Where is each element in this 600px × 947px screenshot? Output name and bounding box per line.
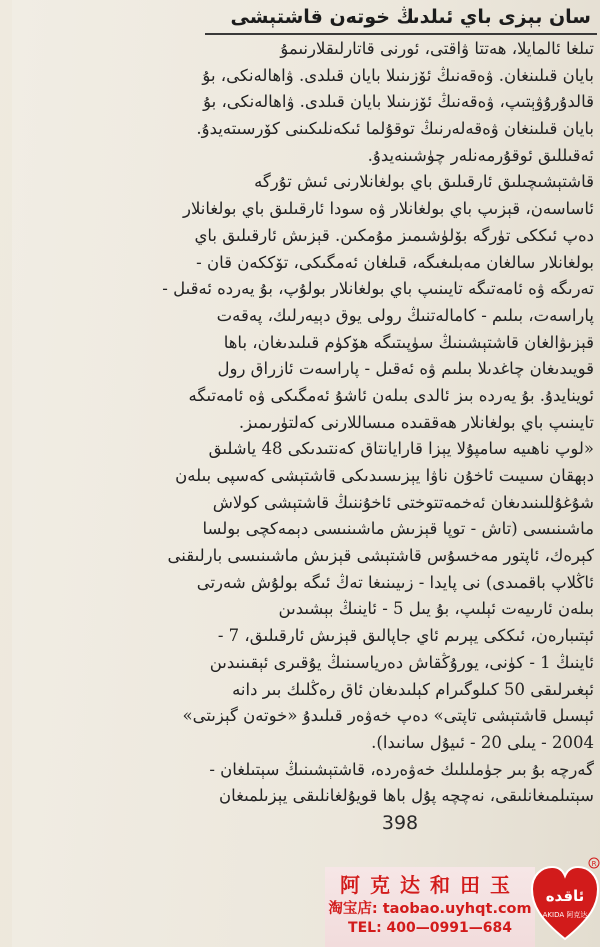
watermark-shop-url: 淘宝店: taobao.uyhqt.com (328, 901, 532, 917)
text-line: ئاساسەن، قېزىپ باي بولغانلار ۋە سودا ئارقىلىق باي بولغانلار (182, 199, 594, 219)
text-line: قويىدىغان چاغدىلا بىلىم ۋە ئەقىل - پاراسەت ئازراق رول (217, 359, 594, 379)
text-line: ماشىنىسى (تاش - توپا قېزىش ماشىنىسى دېمەكچى بولسا (202, 519, 594, 539)
page-number: 398 (381, 812, 419, 834)
text-line: قېزىۋالغان قاشتېشىنىڭ سۈپىتىگە ھۆكۈم قىلىدىغان، باھا (223, 332, 594, 352)
text-line: بايان قىلىنغان. ۋەقەنىڭ ئۆزىنىلا بايان قىلدى. ۋاھالەنكى، بۇ (202, 65, 594, 85)
text-line: تەرىگە ۋە ئامەتىگە تايىنىپ باي بولغانلار بولۇپ، بۇ يەردە ئەقىل - (162, 279, 594, 299)
watermark-phone: TEL: 400—0991—684 (348, 920, 512, 936)
text-line: ئوينايدۇ. بۇ يەردە بىز ئالدى بىلەن ئاشۇ ئەمگىكى ۋە ئامەتىگە (188, 385, 594, 405)
text-line: كېرەك، ئاپتور مەخسۇس قاشتېشى قېزىش ماشىنىسى بارلىقنى (167, 546, 594, 566)
text-line: ئېغىرلىقى 50 كىلوگىرام كېلىدىغان ئاق رەڭلىك بىر دانە (232, 679, 594, 699)
body-text (38, 36, 594, 810)
text-line: دېھقان سىيىت ئاخۇن ناۋا يېزىسىدىكى قاشتېشى كەسپى بىلەن (175, 466, 594, 485)
text-line: بىلەن ئارىيەت ئېلىپ، بۇ يىل 5 - ئاينىڭ بېشىدىن (278, 599, 594, 619)
text-line: قالدۇرۇۋېتىپ، ۋەقەنىڭ ئۆزىنىلا بايان قىلدى. ۋاھالەنكى، بۇ (203, 92, 594, 112)
text-line: بولغانلار سالغان مەبلىغىگە، قىلغان ئەمگىكى، تۆككەن قان - (196, 252, 594, 272)
text-line: پاراسەت، بىلىم - كامالەتنىڭ رولى يوق دېيەرلىك، پەقەت (216, 305, 594, 325)
svg-text:R: R (591, 860, 597, 868)
text-line: تىلغا ئالمايلا، ھەتتا ۋاقتى، ئورنى قاتارلىقلارنىمۇ (280, 39, 594, 58)
text-line: تايىنىپ باي بولغانلار ھەققىدە مىساللارنى كەلتۈرىمىز. (238, 412, 594, 432)
text-line: «لوپ ناھىيە سامپۇلا يېزا قارايانتاق كەنتىدىكى 48 ياشلىق (208, 439, 594, 459)
running-header-title: سان بېزى باي ئىلدىڭ خوتەن قاشتېشى (230, 6, 591, 28)
text-line: ئېسىل قاشتېشى تاپتى» دەپ خەۋەر قىلىدۇ «خوتەن گېزىتى» (182, 706, 594, 726)
text-line: ئەقىللىق ئوقۇرمەنلەر چۈشىنەيدۇ. (367, 145, 594, 165)
text-line: دەپ ئىككى تۈرگە بۆلۈشىمىز مۇمكىن. قېزىش ئارقىلىق باي (194, 225, 594, 245)
text-line: قاشتېشىچىلىق ئارقىلىق باي بولغانلارنى ئىش تۇرگە (254, 172, 594, 192)
logo-subtitle: AKIDA 阿克达 (542, 911, 588, 919)
running-header (205, 2, 597, 32)
text-line: 2004 - يىلى 20 - ئىيۇل سانىدا). (371, 732, 594, 752)
text-line: شۇغۇللىنىدىغان ئەخمەتتوختى ئاخۇننىڭ قاشتېشى كولاش (212, 492, 594, 512)
header-rule (205, 33, 597, 35)
text-line: ئاڭلاپ باقمىدى) نى پايدا - زىيىنىغا تەڭ ئىگە بولۇش شەرتى (196, 572, 594, 592)
text-line: ئېتىبارەن، ئىككى يېرىم ئاي جاپالىق قېزىش ئارقىلىق، 7 - (217, 626, 594, 646)
text-line: بايان قىلىنغان ۋەقەلەرنىڭ توقۇلما ئىكەنلىكىنى كۆرسىتەيدۇ. (196, 119, 594, 139)
watermark-heart-logo (530, 857, 600, 947)
text-line: سېتىلمىغانلىقى، نەچچە پۇل باھا قويۇلغانلىقى يېزىلمىغان (218, 786, 594, 806)
logo-script: ئاقدە (545, 887, 585, 905)
watermark-shop-name: 阿克达和田玉 (340, 873, 520, 897)
text-line: ئاينىڭ 1 - كۈنى، يورۇڭقاش دەرياسىنىڭ يۇقىرى ئېقىنىدىن (209, 652, 594, 672)
text-line: گەرچە بۇ بىر جۈملىلىك خەۋەردە، قاشتېشىنىڭ سېتىلغان - (209, 759, 594, 779)
